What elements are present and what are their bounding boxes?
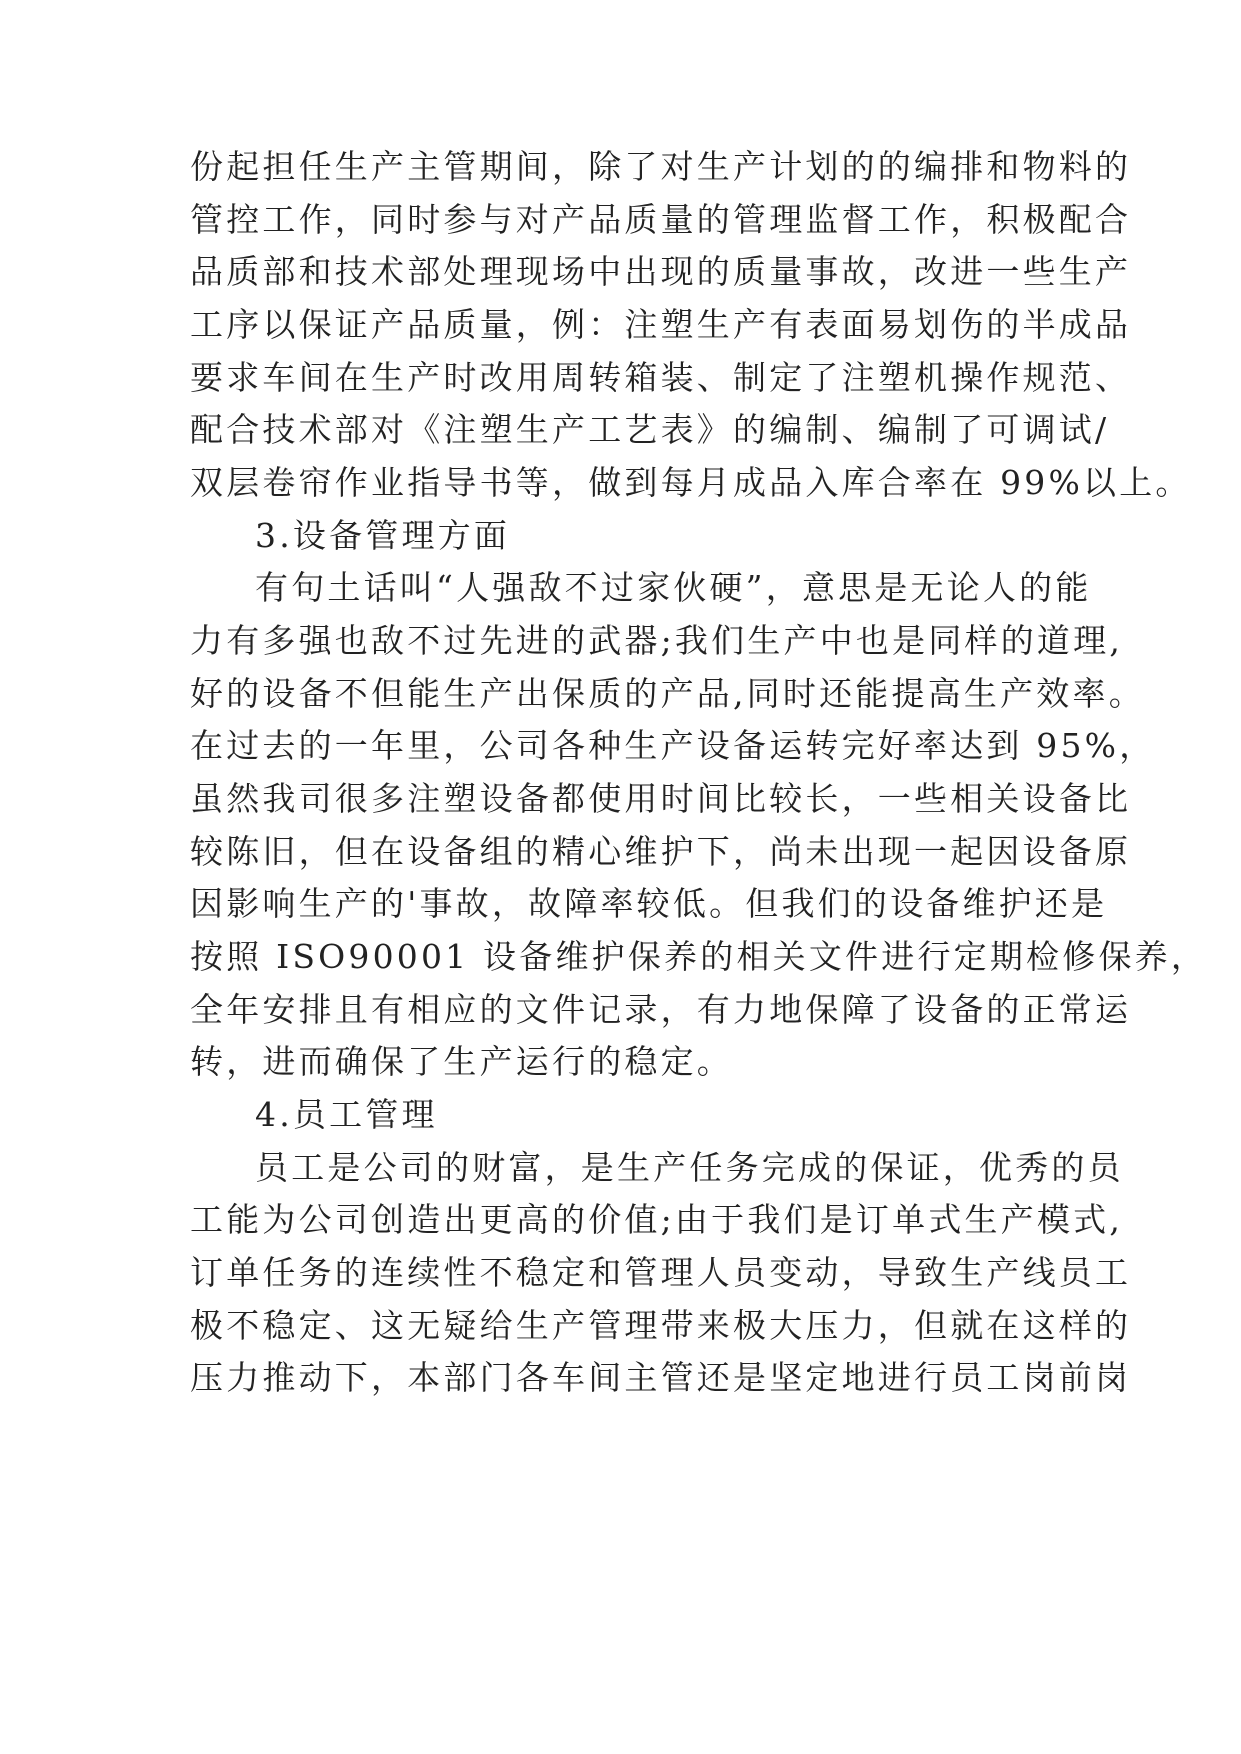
paragraph-line: 虽然我司很多注塑设备都使用时间比较长，一些相关设备比: [190, 779, 1132, 818]
paragraph-line: 因影响生产的'事故，故障率较低。但我们的设备维护还是: [190, 884, 1108, 923]
paragraph-line: 工序以保证产品质量，例：注塑生产有表面易划伤的半成品: [190, 305, 1132, 344]
paragraph-line: 力有多强也敌不过先进的武器;我们生产中也是同样的道理,: [190, 621, 1124, 660]
paragraph-line: 按照 ISO90001 设备维护保养的相关文件进行定期检修保养，: [190, 937, 1208, 976]
paragraph-line: 转，进而确保了生产运行的稳定。: [190, 1042, 733, 1081]
paragraph-line: 管控工作，同时参与对产品质量的管理监督工作，积极配合: [190, 200, 1132, 239]
paragraph-line: 配合技术部对《注塑生产工艺表》的编制、编制了可调试/: [190, 410, 1110, 449]
section-heading-equipment: 3.设备管理方面: [255, 516, 511, 555]
paragraph-line: 份起担任生产主管期间，除了对生产计划的的编排和物料的: [190, 147, 1132, 186]
paragraph-line: 员工是公司的财富，是生产任务完成的保证，优秀的员: [255, 1148, 1124, 1187]
paragraph-line: 订单任务的连续性不稳定和管理人员变动，导致生产线员工: [190, 1253, 1132, 1292]
paragraph-line: 在过去的一年里，公司各种生产设备运转完好率达到 95%，: [190, 726, 1156, 765]
paragraph-line: 工能为公司创造出更高的价值;由于我们是订单式生产模式,: [190, 1200, 1124, 1239]
paragraph-line: 有句土话叫“人强敌不过家伙硬”，意思是无论人的能: [255, 568, 1092, 607]
paragraph-line: 品质部和技术部处理现场中出现的质量事故，改进一些生产: [190, 252, 1132, 291]
paragraph-line: 压力推动下，本部门各车间主管还是坚定地进行员工岗前岗: [190, 1358, 1132, 1397]
section-heading-staff: 4.员工管理: [255, 1095, 438, 1134]
paragraph-line: 好的设备不但能生产出保质的产品,同时还能提高生产效率。: [190, 674, 1145, 713]
paragraph-line: 要求车间在生产时改用周转箱装、制定了注塑机操作规范、: [190, 358, 1132, 397]
paragraph-line: 较陈旧，但在设备组的精心维护下，尚未出现一起因设备原: [190, 832, 1132, 871]
paragraph-line: 双层卷帘作业指导书等，做到每月成品入库合率在 99%以上。: [190, 463, 1192, 502]
paragraph-line: 全年安排且有相应的文件记录，有力地保障了设备的正常运: [190, 990, 1132, 1029]
paragraph-line: 极不稳定、这无疑给生产管理带来极大压力，但就在这样的: [190, 1306, 1132, 1345]
